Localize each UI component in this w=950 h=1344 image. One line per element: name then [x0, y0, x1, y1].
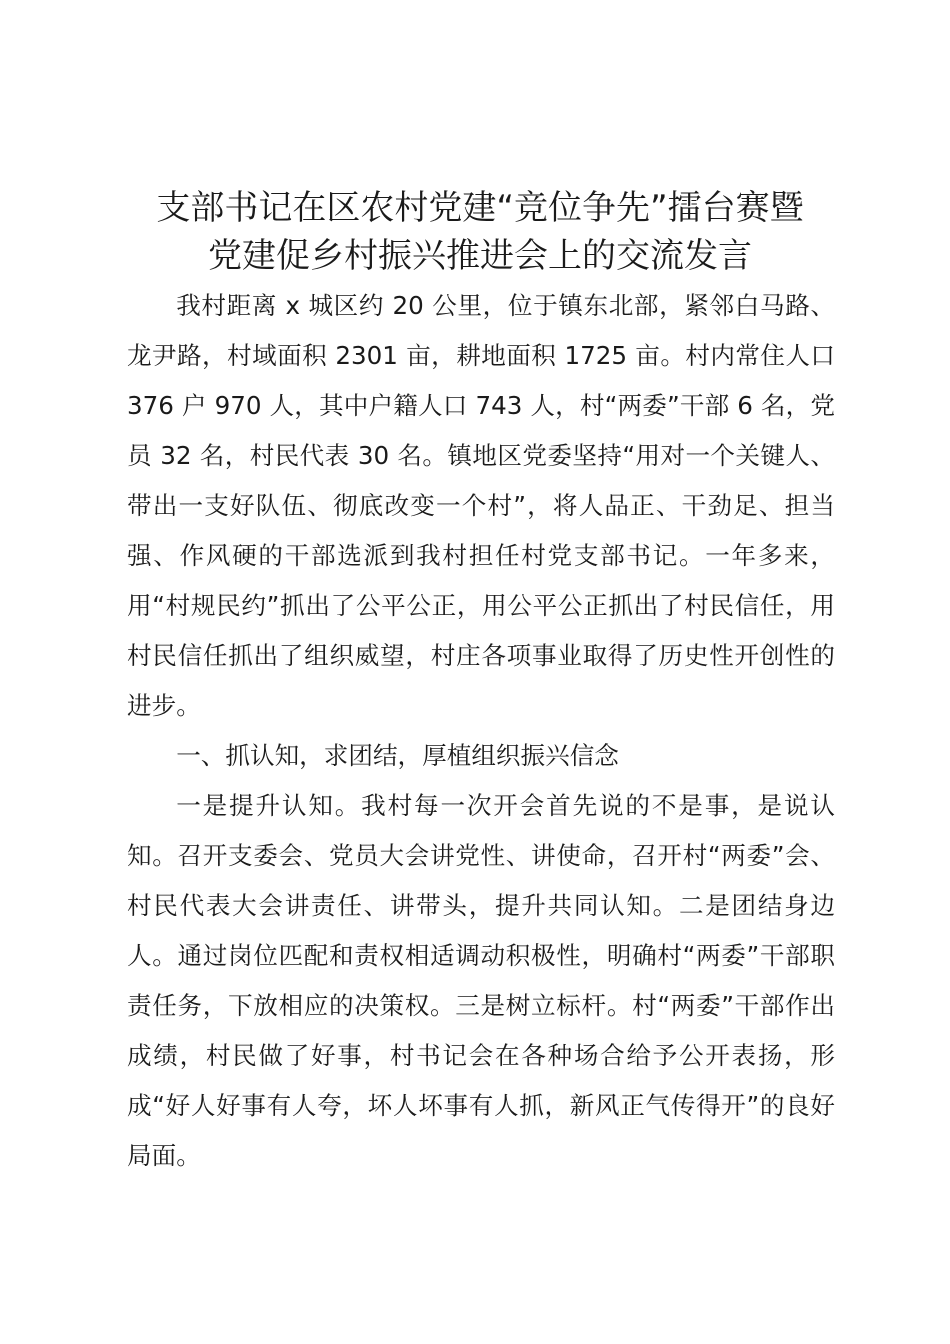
- section-1-paragraph: 一是提升认知。我村每一次开会首先说的不是事，是说认知。召开支委会、党员大会讲党性、讲使命，召开村“两委”会、村民代表大会讲责任、讲带头，提升共同认知。二是团结身边人。通过岗位匹配和责权相适调动积极性，明确村“两委”干部职责任务，下放相应的决策权。三是树立标杆。村“两委”干部作出成绩，村民做了好事，村书记会在各种场合给予公开表扬，形成“好人好事有人夸，坏人坏事有人抓，新风正气传得开”的良好局面。: [127, 791, 835, 1170]
- title-line-1: 支部书记在区农村党建“竞位争先”擂台赛暨: [156, 188, 804, 228]
- document-body: [127, 281, 835, 1181]
- document-title: [100, 184, 860, 280]
- intro-paragraph: 我村距离 x 城区约 20 公里，位于镇东北部，紧邻白马路、龙尹路，村域面积 2301 亩，耕地面积 1725 亩。村内常住人口 376 户 970 人，其中户籍人口 743 人，村“两委”干部 6 名，党员 32 名，村民代表 30 名。镇地区党委坚持“用对一个关键人、带出一支好队伍、彻底改变一个村”，将人品正、干劲足、担当强、作风硬的干部选派到我村担任村党支部书记。一年多来，用“村规民约”抓出了公平公正，用公平公正抓出了村民信任，用村民信任抓出了组织威望，村庄各项事业取得了历史性开创性的进步。: [127, 291, 835, 720]
- title-line-2: 党建促乡村振兴推进会上的交流发言: [208, 236, 752, 276]
- section-heading-1: 一、抓认知，求团结，厚植组织振兴信念: [176, 741, 619, 770]
